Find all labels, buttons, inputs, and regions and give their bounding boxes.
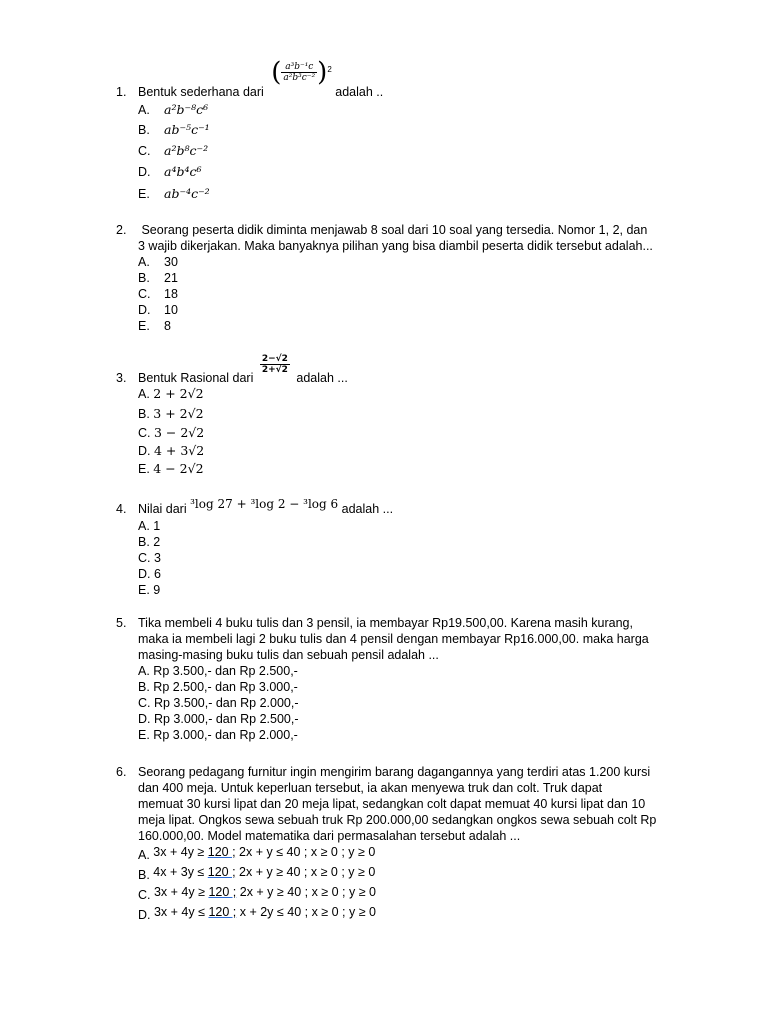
option-text bbox=[154, 885, 376, 899]
option-text bbox=[153, 865, 375, 879]
question-number: 6. bbox=[116, 765, 127, 779]
question-number: 4. bbox=[116, 502, 127, 516]
option-b[interactable] bbox=[138, 270, 686, 286]
option-text: a²b⁸c⁻² bbox=[164, 143, 209, 158]
exponent: 2 bbox=[327, 65, 332, 74]
option-letter: C. bbox=[138, 426, 151, 440]
option-text: Rp 3.000,- dan Rp 2.500,- bbox=[153, 712, 299, 726]
option-a[interactable] bbox=[138, 254, 686, 270]
question-stem: Bentuk sederhana dari bbox=[138, 85, 264, 99]
fraction-denominator: a²b³c⁻² bbox=[283, 73, 316, 83]
option-letter: A. bbox=[138, 387, 150, 401]
question-stem-line: 3 wajib dikerjakan. Maka banyaknya pilihan yang bisa diambil peserta didik tersebut adalah... bbox=[138, 239, 653, 253]
option-c[interactable] bbox=[138, 425, 686, 443]
option-text: 6 bbox=[153, 567, 161, 581]
option-a[interactable] bbox=[138, 386, 686, 406]
question-6 bbox=[116, 764, 686, 924]
question-stem-end: adalah .. bbox=[335, 85, 384, 99]
question-stem-line: dan 400 meja. Untuk keperluan tersebut, ia akan menyewa truk dan colt. Truk dapat bbox=[138, 781, 603, 795]
option-text: Rp 3.500,- dan Rp 2.500,- bbox=[153, 664, 298, 678]
option-letter: C. bbox=[138, 144, 151, 158]
option-text: Rp 2.500,- dan Rp 3.000,- bbox=[153, 680, 298, 694]
option-text: 4 + 3√2 bbox=[153, 443, 205, 458]
option-letter: E. bbox=[138, 319, 150, 333]
inequality-part: 120 ; bbox=[208, 885, 237, 899]
option-a[interactable] bbox=[138, 518, 686, 534]
option-text: 3 bbox=[153, 551, 161, 565]
inequality-part: 3x + 4y ≥ bbox=[153, 885, 209, 899]
option-c[interactable] bbox=[138, 884, 686, 904]
power-fraction-expression: ( $\frac{\text{a³b⁻¹c}}{\text{a²b³c⁻²}}$ )$^2$ bbox=[271, 57, 332, 88]
option-letter: B. bbox=[138, 680, 150, 694]
option-letter: D. bbox=[138, 303, 151, 317]
question-stem: Nilai dari bbox=[138, 502, 187, 516]
option-letter: A. bbox=[138, 848, 150, 862]
fraction-expression bbox=[260, 354, 290, 375]
option-letter: A. bbox=[138, 519, 150, 533]
inequality-part: x + 2y ≤ 40 ; x ≥ 0 ; y ≥ 0 bbox=[236, 905, 376, 919]
question-number: 3. bbox=[116, 371, 127, 385]
question-number: 5. bbox=[116, 616, 127, 630]
option-c[interactable] bbox=[138, 695, 686, 711]
option-letter: D. bbox=[138, 444, 151, 458]
fraction-numerator: 2−√2 bbox=[261, 354, 288, 364]
question-number: 2. bbox=[116, 223, 127, 237]
option-letter: A. bbox=[138, 664, 150, 678]
option-b[interactable] bbox=[138, 122, 686, 143]
option-letter: B. bbox=[138, 868, 150, 882]
option-letter: D. bbox=[138, 567, 151, 581]
option-letter: B. bbox=[138, 123, 150, 137]
inequality-part: 4x + 3y ≤ bbox=[153, 865, 208, 879]
option-letter: B. bbox=[138, 407, 150, 421]
inequality-part: 120 ; bbox=[208, 905, 237, 919]
option-text bbox=[153, 845, 375, 859]
option-e[interactable] bbox=[138, 461, 686, 479]
question-4 bbox=[116, 498, 686, 598]
option-d[interactable] bbox=[138, 711, 686, 727]
option-text: 4 − 2√2 bbox=[153, 461, 204, 476]
option-letter: D. bbox=[138, 712, 151, 726]
question-stem-line: maka ia membeli lagi 2 buku tulis dan 4 pensil dengan membayar Rp16.000,00. maka harga bbox=[138, 632, 649, 646]
option-letter: D. bbox=[138, 908, 151, 922]
option-letter: C. bbox=[138, 696, 151, 710]
option-c[interactable] bbox=[138, 550, 686, 566]
option-text: 10 bbox=[164, 303, 178, 317]
option-letter: E. bbox=[138, 583, 150, 597]
option-text: 1 bbox=[153, 519, 161, 533]
option-text: 8 bbox=[164, 319, 171, 333]
option-d[interactable] bbox=[138, 904, 686, 924]
question-stem-end: adalah ... bbox=[296, 371, 348, 385]
option-text: Rp 3.500,- dan Rp 2.000,- bbox=[153, 696, 299, 710]
option-letter: E. bbox=[138, 728, 150, 742]
option-e[interactable] bbox=[138, 582, 686, 598]
option-text: 3 + 2√2 bbox=[153, 406, 204, 421]
option-text: 18 bbox=[164, 287, 178, 301]
log-expression: ³log 27 + ³log 2 − ³log 6 bbox=[190, 497, 339, 511]
option-d[interactable] bbox=[138, 164, 686, 186]
option-letter: A. bbox=[138, 103, 150, 117]
question-stem: Bentuk Rasional dari bbox=[138, 371, 254, 385]
question-stem-line: memuat 30 kursi lipat dan 20 meja lipat, sedangkan colt dapat memuat 40 kursi lipat dan 10 bbox=[138, 797, 646, 811]
option-letter: D. bbox=[138, 165, 151, 179]
inequality-part: 2x + y ≤ 40 ; x ≥ 0 ; y ≥ 0 bbox=[235, 845, 376, 859]
option-letter: A. bbox=[138, 255, 150, 269]
inequality-part: 2x + y ≥ 40 ; x ≥ 0 ; y ≥ 0 bbox=[235, 865, 376, 879]
option-text: ab⁻⁵c⁻¹ bbox=[164, 122, 210, 137]
inequality-part: 3x + 4y ≥ bbox=[153, 845, 208, 859]
option-d[interactable] bbox=[138, 566, 686, 582]
question-1 bbox=[116, 57, 686, 206]
question-number: 1. bbox=[116, 85, 127, 99]
question-5 bbox=[116, 615, 686, 743]
option-letter: C. bbox=[138, 888, 151, 902]
option-b[interactable] bbox=[138, 864, 686, 884]
question-stem-line: masing-masing buku tulis dan sebuah pensil adalah ... bbox=[138, 648, 439, 662]
option-text: 2 + 2√2 bbox=[153, 386, 204, 401]
option-e[interactable] bbox=[138, 727, 686, 743]
option-text: a⁴b⁴c⁶ bbox=[164, 164, 202, 179]
inequality-part: 120 ; bbox=[207, 845, 236, 859]
option-text bbox=[154, 905, 376, 919]
option-text: a²b⁻⁸c⁶ bbox=[164, 102, 209, 117]
option-text: ab⁻⁴c⁻² bbox=[164, 186, 210, 201]
option-b[interactable] bbox=[138, 406, 686, 425]
option-text: 3 − 2√2 bbox=[153, 425, 205, 440]
fraction-numerator: a³b⁻¹c bbox=[281, 62, 317, 73]
option-text: Rp 3.000,- dan Rp 2.000,- bbox=[153, 728, 298, 742]
question-3 bbox=[116, 354, 686, 479]
option-text: 30 bbox=[164, 255, 178, 269]
option-c[interactable] bbox=[138, 143, 686, 164]
question-stem-end: adalah ... bbox=[341, 502, 394, 516]
fraction-denominator: 2+√2 bbox=[261, 365, 288, 375]
question-stem-line: Seorang peserta didik diminta menjawab 8 soal dari 10 soal yang tersedia. Nomor 1, 2, dan bbox=[138, 223, 648, 237]
option-letter: B. bbox=[138, 535, 150, 549]
option-letter: C. bbox=[138, 287, 151, 301]
option-c[interactable] bbox=[138, 286, 686, 302]
question-2 bbox=[116, 222, 686, 334]
option-text: 9 bbox=[153, 583, 161, 597]
option-letter: C. bbox=[138, 551, 151, 565]
option-text: 21 bbox=[164, 271, 178, 285]
question-stem-line: Tika membeli 4 buku tulis dan 3 pensil, ia membayar Rp19.500,00. Karena masih kurang, bbox=[138, 616, 633, 630]
option-a[interactable] bbox=[138, 844, 686, 864]
option-letter: E. bbox=[138, 187, 150, 201]
question-stem-line: Seorang pedagang furnitur ingin mengirim barang dagangannya yang terdiri atas 1.200 kursi bbox=[138, 765, 651, 779]
option-a[interactable] bbox=[138, 663, 686, 679]
inequality-part: 3x + 4y ≤ bbox=[153, 905, 209, 919]
option-b[interactable] bbox=[138, 534, 686, 550]
option-text: 2 bbox=[153, 535, 161, 549]
option-letter: E. bbox=[138, 462, 150, 476]
question-stem-line: meja lipat. Ongkos sewa sebuah truk Rp 200.000,00 sedangkan ongkos sewa sebuah colt Rp bbox=[138, 813, 657, 827]
option-e[interactable] bbox=[138, 186, 686, 206]
option-d[interactable] bbox=[138, 302, 686, 318]
option-d[interactable] bbox=[138, 443, 686, 461]
option-a[interactable] bbox=[138, 102, 686, 122]
question-stem-line: 160.000,00. Model matematika dari permasalahan tersebut adalah ... bbox=[138, 829, 521, 843]
option-b[interactable] bbox=[138, 679, 686, 695]
option-letter: B. bbox=[138, 271, 150, 285]
option-e[interactable] bbox=[138, 318, 686, 334]
inequality-part: 2x + y ≥ 40 ; x ≥ 0 ; y ≥ 0 bbox=[236, 885, 376, 899]
inequality-part: 120 ; bbox=[207, 865, 236, 879]
